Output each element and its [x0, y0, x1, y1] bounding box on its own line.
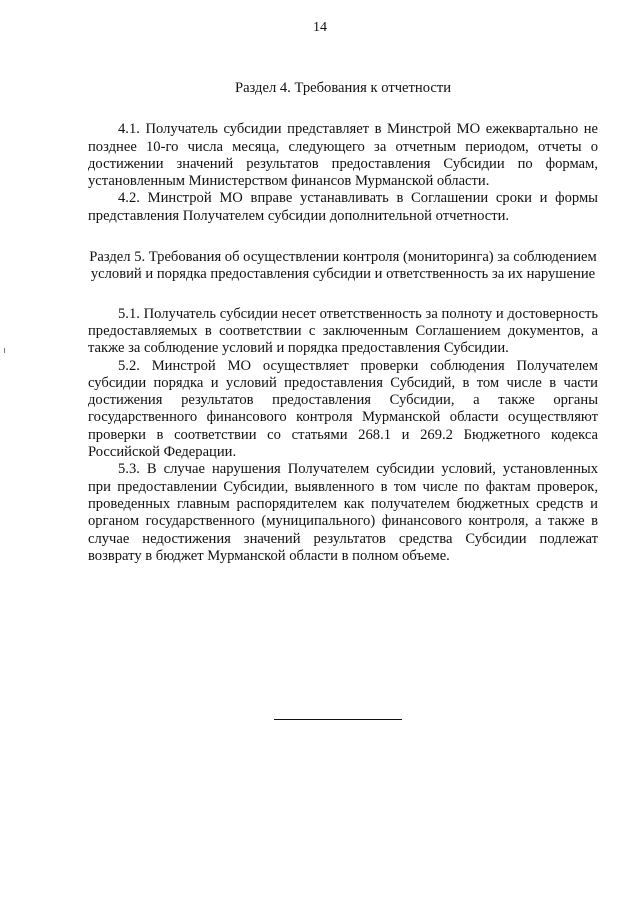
paragraph-5-2: 5.2. Минстрой МО осуществляет проверки соблюдения Получателем субсидии порядка и условий предоставления Субсидий, в том числе в части достижения результатов предоставления Субсидии, а также органы государственного финансового контроля Мурманской области осуществляют проверки в соответствии со статьями 268.1 и 269.2 Бюджетного кодекса Российской Федерации.	[88, 357, 598, 461]
paragraph-5-3: 5.3. В случае нарушения Получателем субсидии условий, установленных при предоставлении Субсидии, выявленного в том числе по фактам проверок, проведенных главным распорядителем как получателем бюджетных средств и органом государственного (муниципального) финансового контроля, а также в случае недостижения значений результатов средства Субсидии подлежат возврату в бюджет Мурманской области в полном объеме.	[88, 461, 598, 564]
paragraph-5-1: 5.1. Получатель субсидии несет ответственность за полноту и достоверность предоставляемых в соответствии с заключенным Соглашением документов, а также за соблюдение условий и порядка предоставления Субсидии.	[88, 305, 598, 357]
margin-mark	[4, 348, 5, 353]
paragraph-4-1: 4.1. Получатель субсидии представляет в Минстрой МО ежеквартально не позднее 10-го числа месяца, следующего за отчетным периодом, отчеты о достижении значений результатов предоставления Субсидии по формам, установленным Министерством финансов Мурманской области.	[88, 121, 598, 190]
section-5-title: Раздел 5. Требования об осуществлении контроля (мониторинга) за соблюдением условий и порядка предоставления субсидии и ответственность за их нарушение	[89, 249, 597, 283]
document-body	[88, 80, 598, 565]
end-of-text-rule	[274, 719, 402, 720]
paragraph-4-2: 4.2. Минстрой МО вправе устанавливать в Соглашении сроки и формы представления Получателем субсидии дополнительной отчетности.	[88, 190, 598, 224]
page-number: 14	[313, 20, 327, 35]
section-4-title: Раздел 4. Требования к отчетности	[234, 80, 452, 96]
